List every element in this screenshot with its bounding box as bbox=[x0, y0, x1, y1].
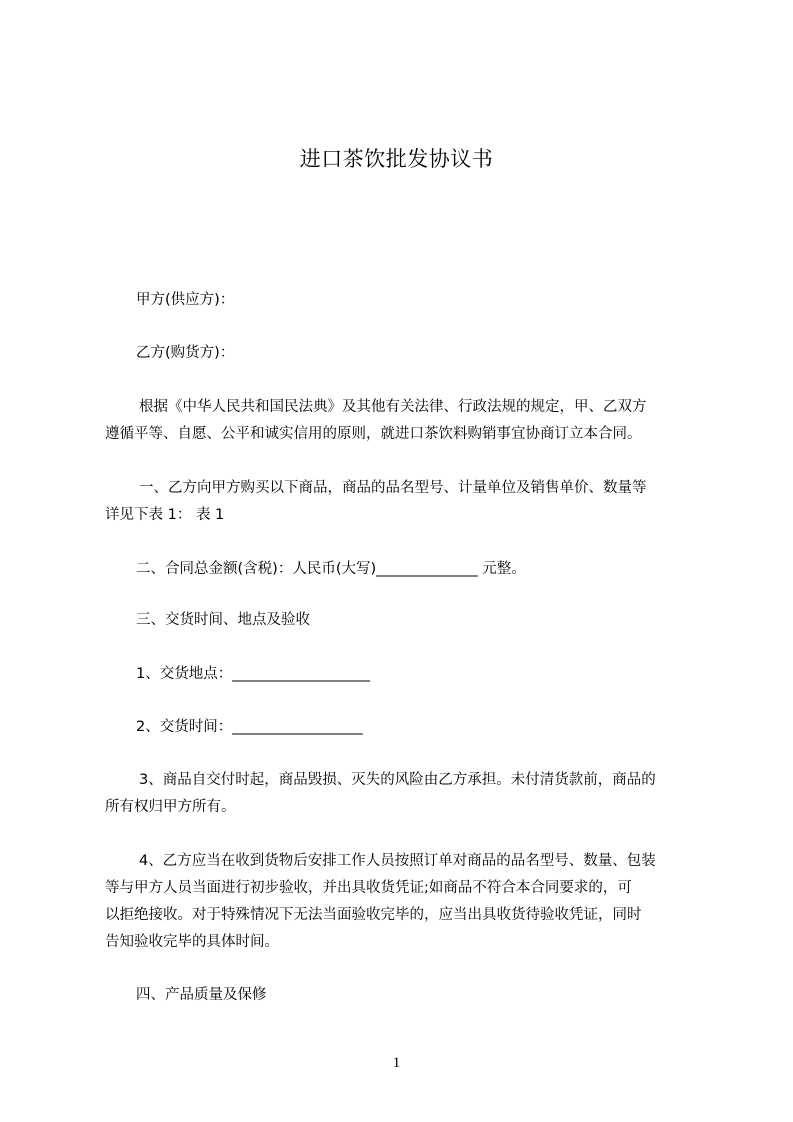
clause-3-2-text: 2、交货时间：__________________ bbox=[136, 719, 363, 735]
clause-3-heading bbox=[136, 607, 746, 634]
clause-3-4-line-3: 以拒绝接收。对于特殊情况下无法当面验收完毕的，应当出具收货待验收凭证，同时 bbox=[105, 907, 642, 923]
clause-3-2-paragraph bbox=[136, 714, 746, 741]
intro-line-1: 根据《中华人民共和国民法典》及其他有关法律、行政法规的规定，甲、乙双方 bbox=[139, 399, 647, 415]
party-b-text: 乙方(购货方)： bbox=[136, 345, 235, 361]
clause-3-4-line-2: 等与甲方人员当面进行初步验收，并出具收货凭证;如商品不符合本合同要求的，可 bbox=[105, 880, 632, 896]
clause-1-line-2: 详见下表 1： 表 1 bbox=[105, 507, 225, 523]
clause-3-4-line-1: 4、乙方应当在收到货物后安排工作人员按照订单对商品的品名型号、数量、包装 bbox=[139, 853, 656, 869]
clause-3-3-paragraph bbox=[105, 767, 715, 821]
clause-3-3-line-1: 3、商品自交付时起，商品毁损、灭失的风险由乙方承担。未付清货款前，商品的 bbox=[139, 772, 656, 788]
clause-2-text: 二、合同总金额(含税)：人民币(大写)______________ 元整。 bbox=[136, 561, 526, 577]
clause-4-heading bbox=[136, 982, 746, 1009]
party-a-text: 甲方(供应方)： bbox=[136, 292, 235, 308]
clause-1-line-1: 一、乙方向甲方购买以下商品，商品的品名型号、计量单位及销售单价、数量等 bbox=[139, 480, 647, 496]
clause-3-3-line-2: 所有权归甲方所有。 bbox=[105, 799, 236, 815]
clause-3-1-text: 1、交货地点：___________________ bbox=[136, 666, 370, 682]
clause-2-paragraph bbox=[136, 556, 746, 583]
document-title: 进口茶饮批发协议书 bbox=[299, 147, 494, 171]
intro-line-2: 遵循平等、自愿、公平和诚实信用的原则，就进口茶饮料购销事宜协商订立本合同。 bbox=[105, 426, 642, 442]
party-a-label bbox=[136, 287, 746, 314]
intro-paragraph bbox=[105, 394, 715, 448]
clause-3-heading-text: 三、交货时间、地点及验收 bbox=[136, 612, 310, 628]
clause-3-4-line-4: 告知验收完毕的具体时间。 bbox=[105, 934, 279, 950]
clause-1-paragraph bbox=[105, 475, 715, 529]
party-b-label bbox=[136, 340, 746, 367]
clause-3-4-paragraph bbox=[105, 848, 715, 956]
clause-3-1-paragraph bbox=[136, 661, 746, 688]
clause-4-heading-text: 四、产品质量及保修 bbox=[136, 987, 267, 1003]
page-number: 1 bbox=[392, 1055, 401, 1071]
